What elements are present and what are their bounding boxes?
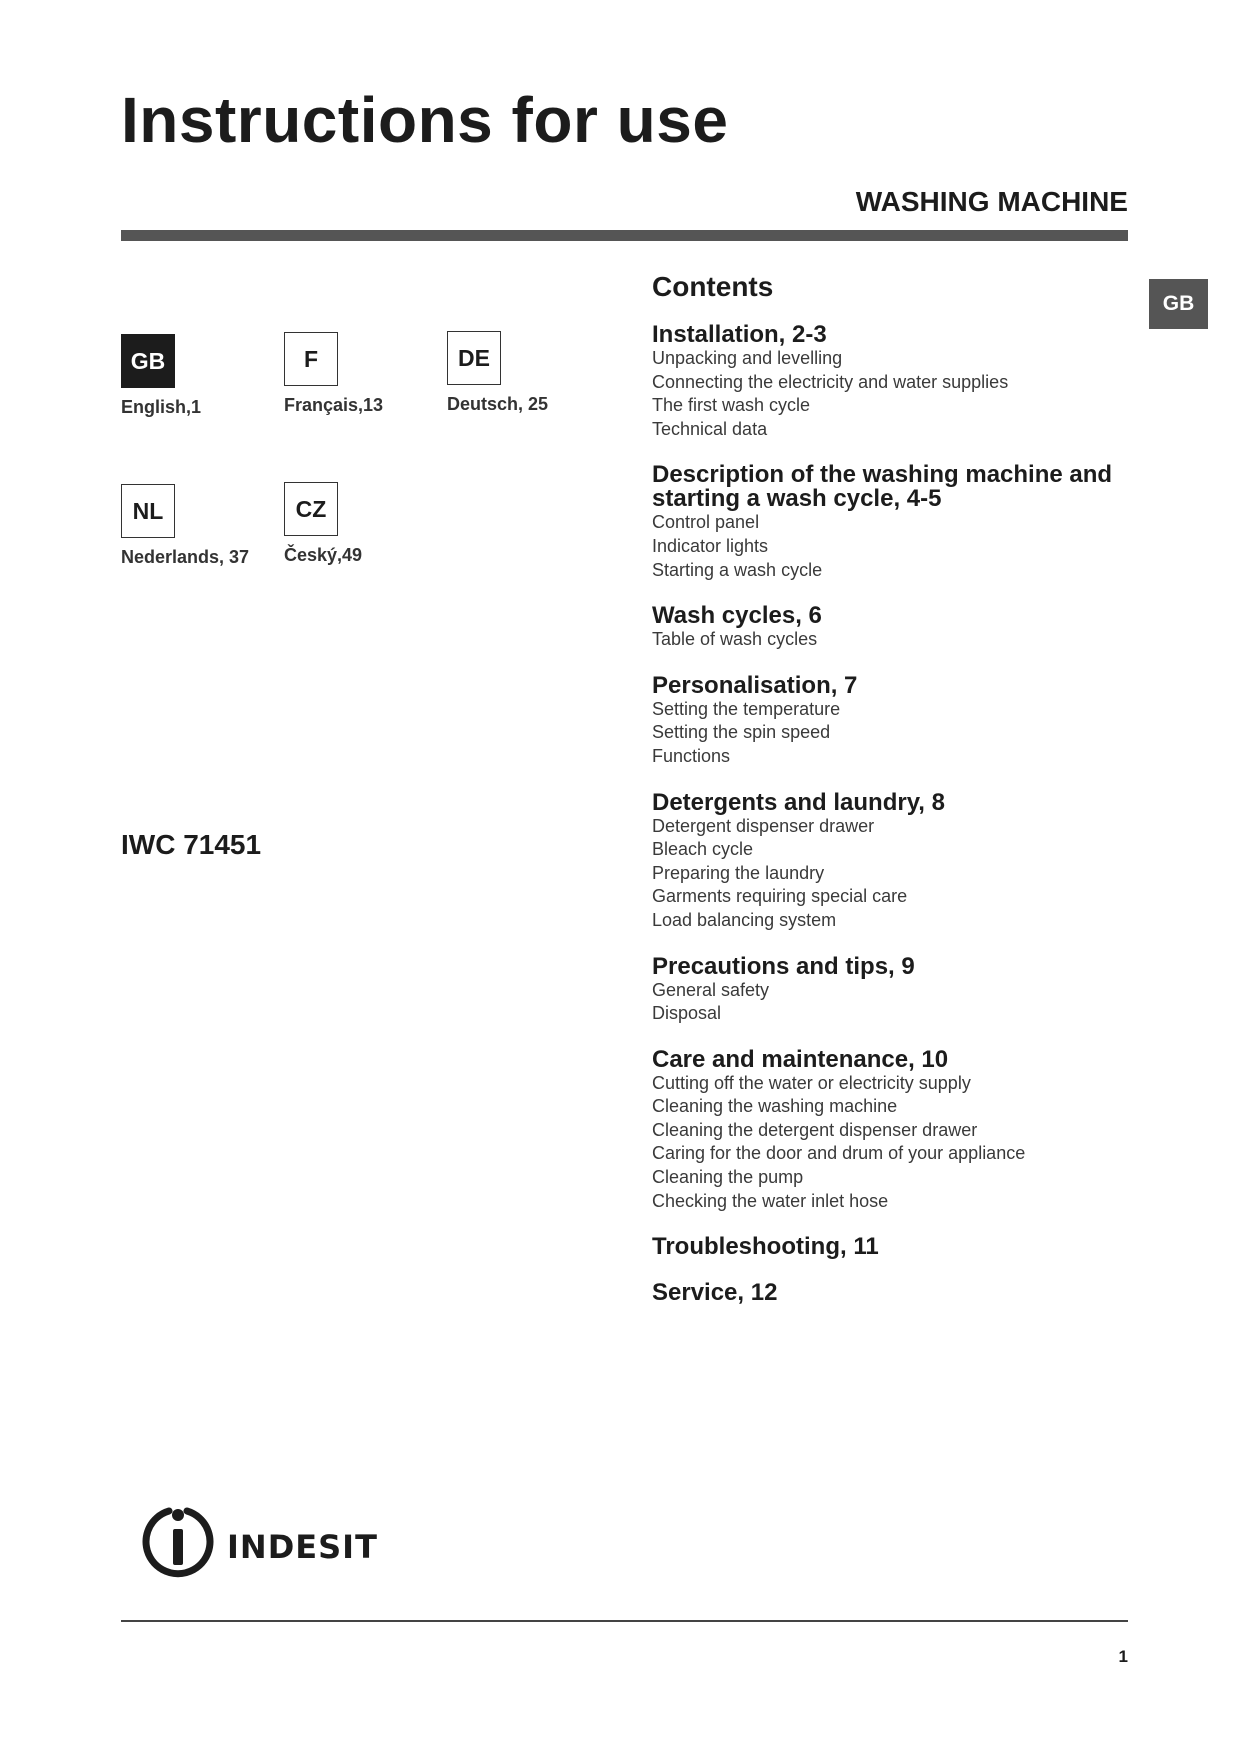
section-item[interactable]: Checking the water inlet hose (652, 1190, 889, 1211)
section-item[interactable]: Load balancing system (652, 909, 837, 930)
brand-logo (139, 1503, 378, 1581)
language-code-box[interactable]: NL (121, 484, 175, 538)
indesit-logo-icon (139, 1503, 217, 1581)
section-item[interactable]: General safety (652, 979, 770, 1000)
section-title[interactable]: Precautions and tips, 9 (652, 952, 915, 980)
section-item[interactable]: Cleaning the detergent dispenser drawer (652, 1119, 978, 1140)
contents-section (652, 323, 1122, 441)
section-item[interactable]: Starting a wash cycle (652, 559, 823, 580)
contents-section (652, 1045, 1122, 1214)
section-item[interactable]: Cleaning the pump (652, 1167, 804, 1188)
contents-section (652, 463, 1122, 582)
language-code-box[interactable]: F (284, 332, 338, 386)
section-item[interactable]: Detergent dispenser drawer (652, 815, 875, 836)
section-title[interactable]: Troubleshooting, 11 (652, 1233, 879, 1261)
section-title[interactable]: Description of the washing machine and starting a wash cycle, 4-5 (652, 461, 1113, 513)
section-item[interactable]: Technical data (652, 418, 768, 439)
language-code-box[interactable]: CZ (284, 482, 338, 536)
table-of-contents (652, 271, 1122, 1327)
language-code-box[interactable]: GB (121, 334, 175, 388)
language-entry-de[interactable] (447, 331, 627, 415)
section-item[interactable]: Setting the temperature (652, 698, 841, 719)
section-item[interactable]: Indicator lights (652, 535, 769, 556)
model-number: IWC 71451 (121, 829, 262, 860)
section-title[interactable]: Service, 12 (652, 1279, 778, 1307)
footer-divider (121, 1620, 1128, 1622)
section-item[interactable]: Setting the spin speed (652, 722, 831, 743)
language-entry-f[interactable] (284, 332, 464, 416)
contents-section (652, 1235, 1122, 1259)
language-code-box[interactable]: DE (447, 331, 501, 385)
section-item[interactable]: Disposal (652, 1003, 722, 1024)
contents-title: Contents (652, 271, 774, 302)
language-entry-nl[interactable] (121, 484, 301, 568)
language-label: Nederlands, 37 (121, 547, 250, 567)
section-item[interactable]: Garments requiring special care (652, 886, 908, 907)
section-title[interactable]: Detergents and laundry, 8 (652, 788, 945, 816)
section-item[interactable]: Unpacking and levelling (652, 348, 843, 368)
document-title: Instructions for use (121, 84, 729, 156)
contents-section (652, 952, 1122, 1026)
header-divider (121, 230, 1128, 241)
section-item[interactable]: Caring for the door and drum of your appliance (652, 1143, 1026, 1164)
language-label: Deutsch, 25 (447, 394, 549, 414)
section-item[interactable]: Cutting off the water or electricity supply (652, 1072, 971, 1093)
section-item[interactable]: Table of wash cycles (652, 629, 818, 650)
contents-section (652, 671, 1122, 769)
section-title[interactable]: Installation, 2-3 (652, 321, 827, 348)
section-item[interactable]: Control panel (652, 512, 760, 533)
product-type-heading: WASHING MACHINE (855, 186, 1128, 217)
section-item[interactable]: Functions (652, 745, 731, 766)
language-label: Français,13 (284, 395, 384, 415)
contents-section (652, 1281, 1122, 1305)
brand-name: indesit (227, 1515, 378, 1569)
section-title[interactable]: Wash cycles, 6 (652, 602, 822, 630)
contents-section (652, 604, 1122, 652)
language-side-tab: GB (1149, 279, 1208, 329)
language-entry-cz[interactable] (284, 482, 464, 566)
section-item[interactable]: Cleaning the washing machine (652, 1096, 898, 1117)
section-title[interactable]: Personalisation, 7 (652, 671, 858, 699)
section-item[interactable]: Bleach cycle (652, 839, 754, 860)
language-label: Český,49 (284, 545, 363, 565)
page-number: 1 (1118, 1647, 1128, 1666)
section-title[interactable]: Care and maintenance, 10 (652, 1045, 949, 1073)
section-item[interactable]: Preparing the laundry (652, 862, 825, 883)
section-item[interactable]: Connecting the electricity and water supplies (652, 371, 1009, 392)
section-item[interactable]: The first wash cycle (652, 395, 811, 416)
language-entry-gb[interactable] (121, 334, 301, 418)
language-label: English,1 (121, 397, 202, 417)
contents-section (652, 788, 1122, 933)
